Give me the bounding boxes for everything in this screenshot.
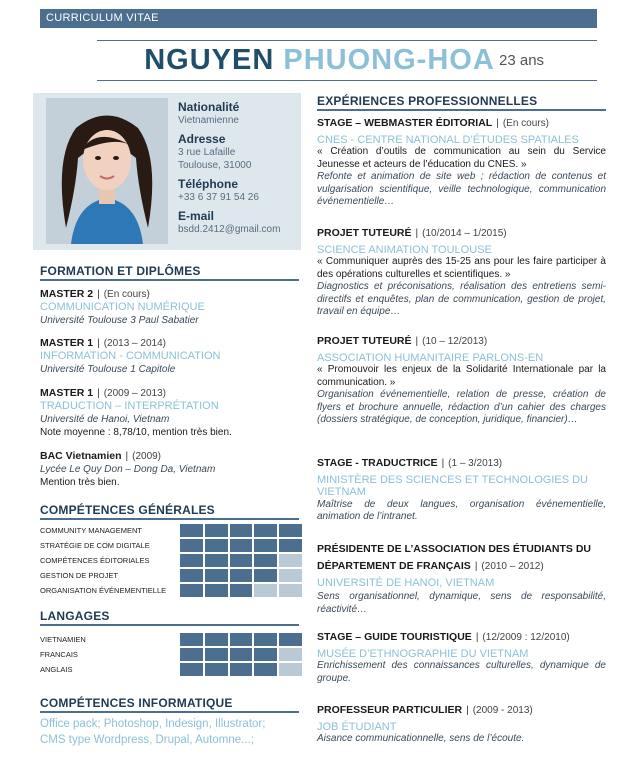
experience-summary: « Promouvoir les enjeux de la Solidarité Internationale par la communication. » (317, 364, 606, 388)
language-level-bar (180, 648, 302, 661)
it-skills-rule (40, 711, 299, 713)
skill-label: COMMUNITY MANAGEMENT (40, 526, 142, 535)
address-label: Adresse (178, 132, 226, 146)
experience-org: UNIVERSITÉ DE HANOI, VIETNAM (317, 577, 495, 589)
formation-item: MASTER 1 | (2009 – 2013) TRADUCTION – INTERPRÉTATION Université de Hanoi, Vietnam Note moyenne : 8,78/10, mention très bien. (40, 387, 300, 439)
language-level-segment (230, 663, 253, 676)
skill-level-segment (205, 584, 228, 597)
degree-school: Université Toulouse 1 Capitole (40, 364, 176, 375)
skill-label: COMPÉTENCES ÉDITORIALES (40, 556, 150, 565)
degree-date: (En cours) (103, 289, 150, 300)
language-level-segment (180, 663, 203, 676)
degree-school: Lycée Le Quy Don – Dong Da, Vietnam (40, 464, 216, 475)
languages-heading: LANGAGES (40, 609, 110, 623)
language-level-segment (180, 633, 203, 646)
experience-details: Enrichissement des connaissances culturelles, dynamique de groupe. (317, 660, 606, 684)
experience-heading: EXPÉRIENCES PROFESSIONNELLES (317, 94, 538, 108)
experience-details: Sens organisationnel, dynamique, sens de responsabilité, réactivité… (317, 591, 606, 615)
skills-heading: COMPÉTENCES GÉNÉRALES (40, 503, 215, 517)
degree-field: COMMUNICATION NUMÉRIQUE (40, 301, 205, 313)
experience-item: PROJET TUTEURÉ | (10/2014 – 1/2015) SCIENCE ANIMATION TOULOUSE « Communiquer auprès des 15-25 ans pour les faire participer à des opérations culturelles et scientifiques. » Diagnostics et préconisations, réalisation des entretiens semi-directifs et enquêtes, plan de communication, gestion de projet, travail en équipe… (317, 227, 606, 317)
language-level-segment (205, 663, 228, 676)
experience-item: PROJET TUTEURÉ | (10 – 12/2013) ASSOCIATION HUMANITAIRE PARLONS-EN « Promouvoir les enjeux de la Solidarité Internationale par la communication. » Organisation événementielle, relation de presse, création de flyers et brochure annuelle, rédaction d’un cahier des charges (dossiers stratégique, de conception, juridique, financier)… (317, 335, 606, 425)
experience-role: STAGE - TRADUCTRICE (317, 457, 438, 469)
experience-date: (10 – 12/2013) (422, 336, 488, 347)
degree-date: (2009 – 2013) (103, 388, 166, 399)
skill-level-segment (230, 524, 253, 537)
skill-level-segment (180, 524, 203, 537)
email-value[interactable]: bsdd.2412@gmail.com (178, 224, 281, 235)
address-line-2: Toulouse, 31000 (178, 160, 252, 171)
experience-summary: « Création d’outils de communication au sein du Service Jeunesse et acteurs de l’éducation du CNES. » (317, 146, 606, 170)
experience-date: (1 – 3/2013) (448, 458, 503, 469)
skill-level-bar (180, 539, 302, 552)
degree-school: Université de Hanoi, Vietnam (40, 414, 170, 425)
experience-org: ASSOCIATION HUMANITAIRE PARLONS-EN (317, 351, 544, 364)
language-level-bar (180, 663, 302, 676)
skill-label: GESTION DE PROJET (40, 571, 118, 580)
experience-role: PROFESSEUR PARTICULIER (317, 704, 463, 716)
last-name: PHUONG-HOA (283, 44, 495, 76)
profile-photo (46, 98, 168, 244)
phone-value: +33 6 37 91 54 26 (178, 192, 259, 203)
skill-level-segment (180, 554, 203, 567)
skill-level-segment (254, 584, 277, 597)
degree-field: INFORMATION - COMMUNICATION (40, 350, 221, 362)
language-level-segment (205, 633, 228, 646)
skill-level-bar (180, 554, 302, 567)
degree-date: (2009) (132, 451, 162, 462)
language-level-segment (205, 648, 228, 661)
skill-level-segment (254, 554, 277, 567)
experience-date: (En cours) (502, 118, 549, 129)
experience-role: PRÉSIDENTE DE L’ASSOCIATION DES ÉTUDIANTS DU DÉPARTEMENT DE FRANÇAIS (317, 543, 591, 572)
language-level-segment (180, 648, 203, 661)
skills-rule (40, 518, 299, 520)
experience-date: (10/2014 – 1/2015) (422, 228, 507, 239)
experience-details: Maîtrise de deux langues, organisation événementielle, animation de l’intranet. (317, 498, 606, 522)
formation-item: MASTER 1 | (2013 – 2014) INFORMATION - COMMUNICATION Université Toulouse 1 Capitole (40, 337, 300, 376)
degree-note: Note moyenne : 8,78/10, mention très bien. (40, 427, 232, 438)
experience-role: STAGE – GUIDE TOURISTIQUE (317, 631, 472, 643)
experience-org: SCIENCE ANIMATION TOULOUSE (317, 243, 492, 256)
experience-item: STAGE – WEBMASTER ÉDITORIAL | (En cours) CNES - CENTRE NATIONAL D’ÉTUDES SPATIALES « Création d’outils de communication au sein du Service Jeunesse et acteurs de l’éducation du CNES. » Refonte et animation de site web ; rédaction de contenus et vulgarisation scientifique, veille technologique, communication événementielle… (317, 117, 606, 207)
experience-details: Organisation événementielle, relation de presse, création de flyers et brochure annuelle, rédaction d’un cahier des charges (dossiers stratégique, de conception, juridique, financier)… (317, 389, 606, 425)
skill-level-segment (180, 584, 203, 597)
nationality-label: Nationalité (178, 100, 240, 114)
skill-level-segment (279, 524, 302, 537)
degree-date: (2013 – 2014) (103, 338, 166, 349)
experience-date: (12/2009 : 12/2010) (482, 632, 570, 643)
experience-details: Aisance communicationnelle, sens de l’écoute. (317, 733, 525, 744)
skill-level-segment (279, 554, 302, 567)
skill-level-segment (180, 569, 203, 582)
skill-level-bar (180, 569, 302, 582)
formation-heading: FORMATION ET DIPLÔMES (40, 264, 201, 278)
experience-role: PROJET TUTEURÉ (317, 335, 412, 347)
language-level-segment (254, 663, 277, 676)
age: 23 ans (499, 52, 545, 69)
skill-level-segment (279, 539, 302, 552)
skill-level-bar (180, 584, 302, 597)
address-value (178, 146, 298, 172)
language-level-segment (230, 648, 253, 661)
it-skills-line-2: CMS type Wordpress, Drupal, Automne...; (40, 734, 254, 746)
experience-summary: « Communiquer auprès des 15-25 ans pour les faire participer à des opérations culturelles et scientifiques. » (317, 256, 606, 280)
experience-item: PROFESSEUR PARTICULIER | (2009 - 2013) JOB ÉTUDIANT Aisance communicationnelle, sens de l’écoute. (317, 704, 606, 746)
first-name: NGUYEN (144, 44, 275, 76)
skill-level-segment (180, 539, 203, 552)
experience-org: MINISTÈRE DES SCIENCES ET TECHNOLOGIES DU VIETNAM (317, 473, 588, 498)
skill-level-segment (254, 524, 277, 537)
degree: MASTER 1 (40, 337, 94, 349)
skill-level-segment (205, 554, 228, 567)
experience-org: JOB ÉTUDIANT (317, 720, 397, 733)
skill-level-segment (279, 584, 302, 597)
skill-level-segment (254, 539, 277, 552)
skill-level-segment (230, 554, 253, 567)
degree: BAC Vietnamien (40, 450, 122, 462)
skill-label: STRATÉGIE DE COM DIGITALE (40, 541, 150, 550)
formation-rule (40, 279, 299, 281)
formation-item: MASTER 2 | (En cours) COMMUNICATION NUMÉRIQUE Université Toulouse 3 Paul Sabatier (40, 288, 300, 327)
address-line-1: 3 rue Lafaille (178, 147, 236, 158)
skill-level-segment (205, 539, 228, 552)
phone-label: Téléphone (178, 177, 239, 191)
experience-item: STAGE – GUIDE TOURISTIQUE | (12/2009 : 12/2010) MUSÉE D’ETHNOGRAPHIE DU VIETNAM Enrichissement des connaissances culturelles, dynamique de groupe. (317, 631, 606, 684)
experience-org: MUSÉE D’ETHNOGRAPHIE DU VIETNAM (317, 647, 529, 660)
profile-info (178, 100, 298, 241)
experience-rule (317, 109, 606, 111)
degree-field: TRADUCTION – INTERPRÉTATION (40, 400, 219, 412)
skill-level-segment (230, 539, 253, 552)
header-top-rule (97, 40, 597, 41)
experience-details: Diagnostics et préconisations, réalisation des entretiens semi-directifs et enquêtes, plan de communication, gestion de projet, travail en équipe… (317, 281, 606, 317)
skill-level-bar (180, 524, 302, 537)
language-level-segment (279, 648, 302, 661)
degree: MASTER 2 (40, 288, 94, 300)
experience-date: (2009 - 2013) (472, 705, 533, 716)
skill-label: ORGANISATION ÉVÉNEMENTIELLE (40, 586, 167, 595)
experience-org: CNES - CENTRE NATIONAL D’ÉTUDES SPATIALES (317, 133, 579, 146)
language-label: ANGLAIS (40, 665, 73, 674)
experience-details: Refonte et animation de site web ; rédaction de contenus et vulgarisation scientifique, veille technologique, communication événementielle… (317, 171, 606, 207)
experience-date: (2010 – 2012) (481, 561, 544, 572)
skill-level-segment (205, 524, 228, 537)
experience-role: STAGE – WEBMASTER ÉDITORIAL (317, 117, 493, 129)
language-level-segment (279, 633, 302, 646)
skill-level-segment (254, 569, 277, 582)
email-label: E-mail (178, 209, 215, 223)
experience-item: PRÉSIDENTE DE L’ASSOCIATION DES ÉTUDIANTS DU DÉPARTEMENT DE FRANÇAIS | (2010 – 2012) UNIVERSITÉ DE HANOI, VIETNAM Sens organisationnel, dynamique, sens de responsabilité, réactivité… (317, 543, 606, 615)
it-skills-line-1: Office pack; Photoshop, Indesign, Illustrator; (40, 718, 266, 730)
language-label: FRANCAIS (40, 650, 78, 659)
cv-banner (40, 9, 597, 28)
language-level-segment (254, 648, 277, 661)
skill-level-segment (230, 584, 253, 597)
degree-note: Mention très bien. (40, 477, 120, 488)
banner-label: CURRICULUM VITAE (46, 12, 159, 24)
languages-rule (40, 624, 299, 626)
language-level-segment (279, 663, 302, 676)
language-level-segment (230, 633, 253, 646)
degree: MASTER 1 (40, 387, 94, 399)
skill-level-segment (279, 569, 302, 582)
it-skills-text (40, 716, 265, 748)
language-level-bar (180, 633, 302, 646)
experience-item: STAGE - TRADUCTRICE | (1 – 3/2013) MINISTÈRE DES SCIENCES ET TECHNOLOGIES DU VIETNAM Maîtrise de deux langues, organisation événementielle, animation de l’intranet. (317, 457, 606, 522)
language-label: VIETNAMIEN (40, 635, 86, 644)
degree-school: Université Toulouse 3 Paul Sabatier (40, 315, 199, 326)
skill-level-segment (205, 569, 228, 582)
formation-item: BAC Vietnamien | (2009) Lycée Le Quy Don – Dong Da, Vietnam Mention très bien. (40, 450, 300, 489)
it-skills-heading: COMPÉTENCES INFORMATIQUE (40, 696, 233, 710)
language-level-segment (254, 633, 277, 646)
header-bottom-rule (97, 80, 597, 81)
experience-role: PROJET TUTEURÉ (317, 227, 412, 239)
nationality-value: Vietnamienne (178, 115, 239, 126)
skill-level-segment (230, 569, 253, 582)
